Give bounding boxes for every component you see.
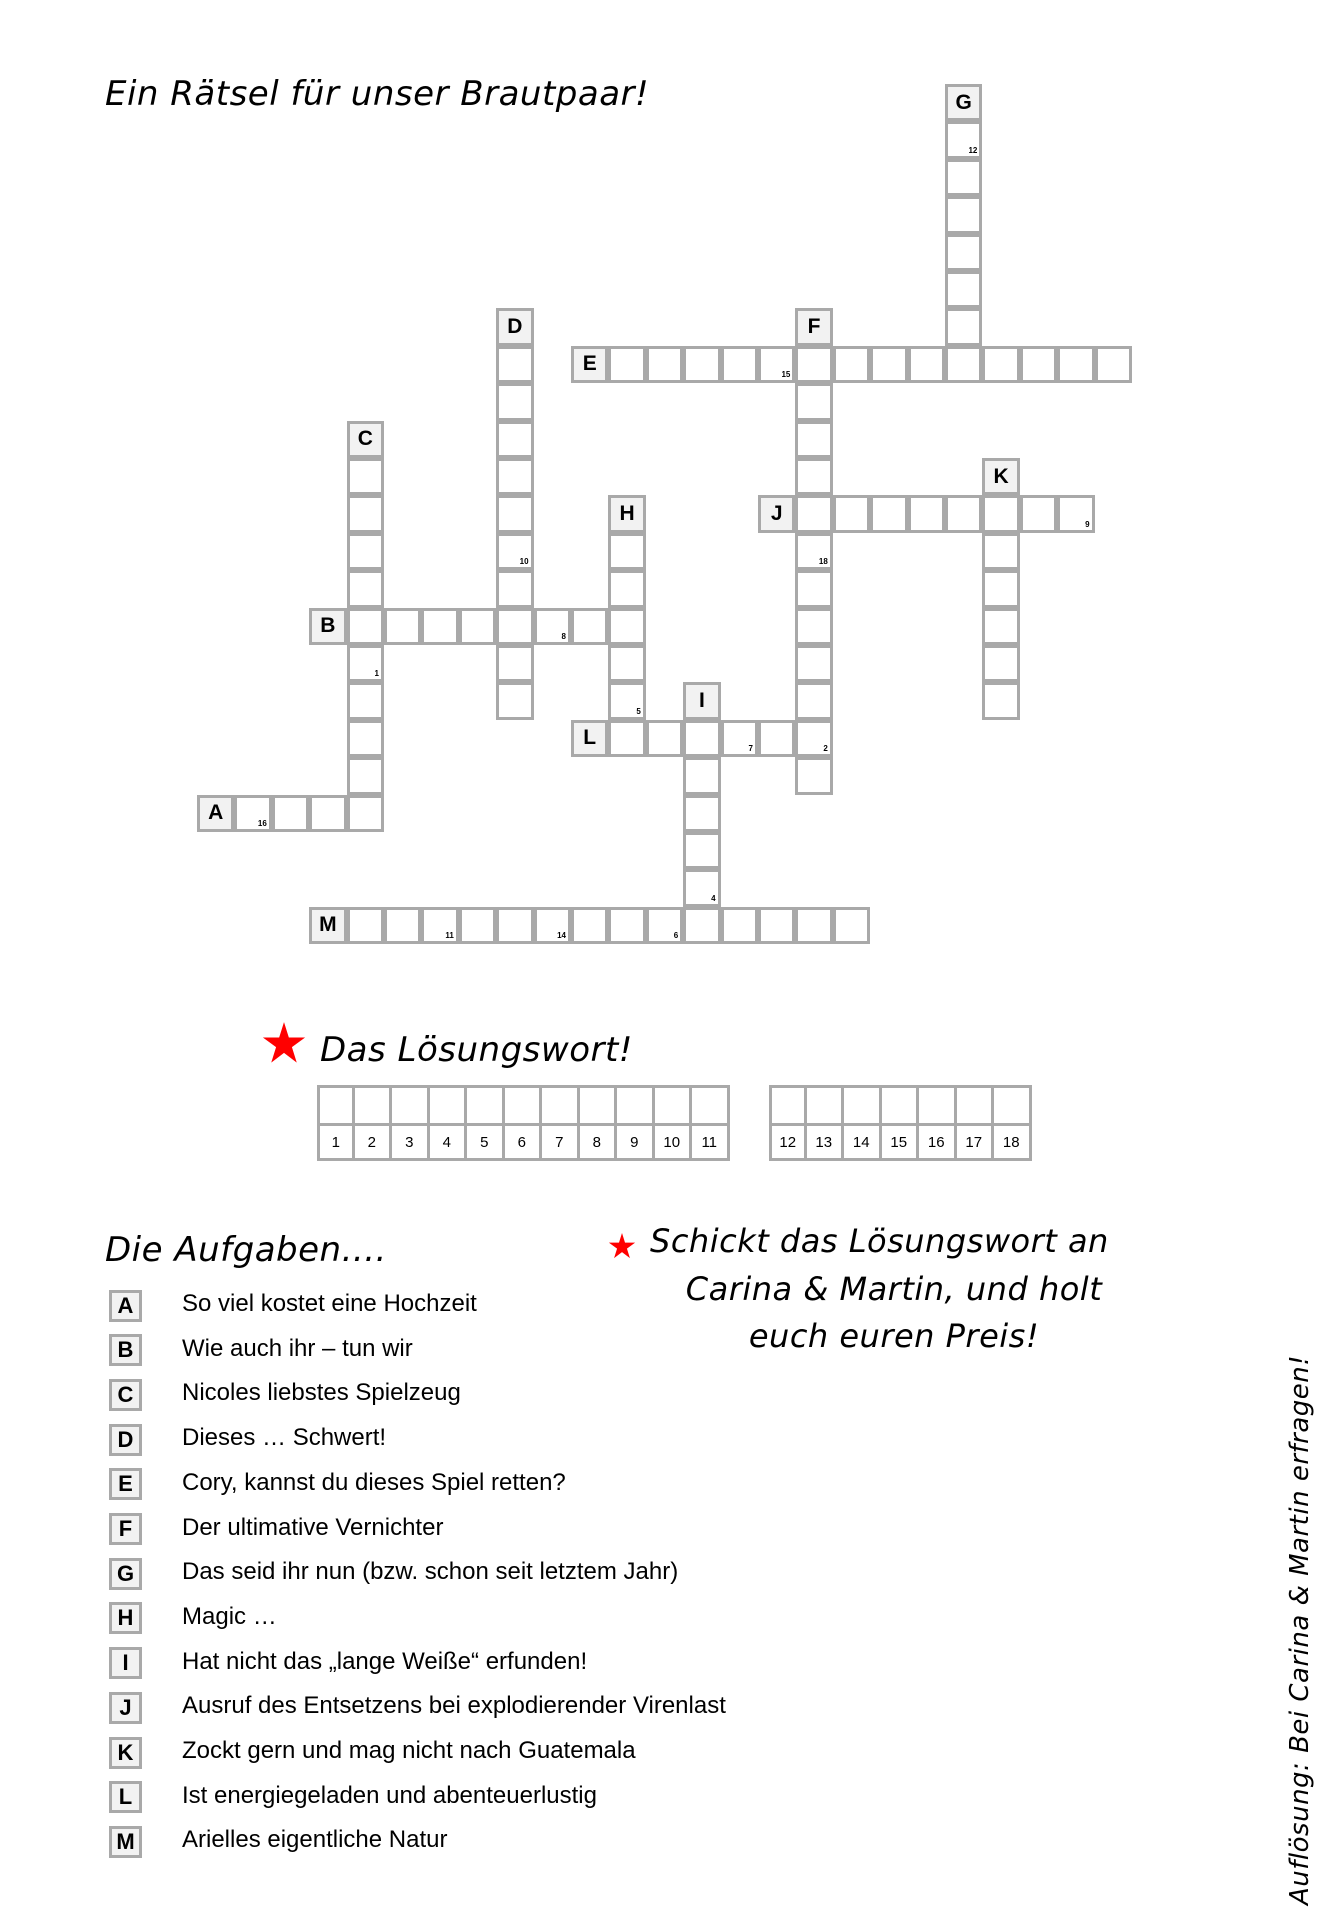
answer-note-rotated: Auflösung: Bei Carina & Martin erfragen! (1285, 1354, 1315, 1905)
clue-letter-badge: C (109, 1379, 142, 1411)
crossword-cell[interactable] (683, 907, 720, 944)
red-star-icon (262, 1022, 306, 1064)
clue-letter-badge: D (109, 1424, 142, 1456)
tasks-title: Die Aufgaben.... (105, 1230, 387, 1270)
solution-index-number: 12 (968, 145, 978, 155)
crossword-cell[interactable] (496, 495, 533, 532)
crossword-cell[interactable] (758, 346, 795, 383)
crossword-cell[interactable] (1020, 495, 1057, 532)
crossword-cell[interactable] (945, 308, 982, 345)
clue-letter-badge: F (109, 1513, 142, 1545)
crossword-label-g: G (945, 84, 982, 121)
crossword-cell[interactable] (234, 795, 271, 832)
crossword-cell[interactable] (608, 570, 645, 607)
solution-letter-box[interactable] (655, 1085, 693, 1123)
clue-letter-badge: B (109, 1334, 142, 1366)
solution-letter-box[interactable] (919, 1085, 957, 1123)
clue-text: Cory, kannst du dieses Spiel retten? (182, 1468, 566, 1496)
crossword-cell[interactable] (1020, 346, 1057, 383)
solution-index-number: 8 (561, 631, 566, 641)
crossword-cell[interactable] (347, 608, 384, 645)
solution-position-number: 10 (655, 1123, 693, 1161)
crossword-cell[interactable] (496, 907, 533, 944)
solution-letter-box[interactable] (580, 1085, 618, 1123)
crossword-cell[interactable] (496, 682, 533, 719)
clue-item (109, 1825, 448, 1858)
crossword-cell[interactable] (608, 533, 645, 570)
solution-letter-box[interactable] (882, 1085, 920, 1123)
crossword-label-j: J (758, 495, 795, 532)
solution-index-number: 5 (636, 706, 641, 716)
solution-letter-slot[interactable] (655, 1085, 693, 1161)
clue-item (109, 1513, 444, 1546)
crossword-cell[interactable] (646, 720, 683, 757)
crossword-cell[interactable] (795, 533, 832, 570)
crossword-label-a: A (197, 795, 234, 832)
crossword-cell[interactable] (608, 907, 645, 944)
solution-position-number: 16 (919, 1123, 957, 1161)
crossword-cell[interactable] (758, 907, 795, 944)
crossword-cell[interactable] (683, 869, 720, 906)
solution-letter-slot[interactable] (769, 1085, 807, 1161)
crossword-cell[interactable] (421, 608, 458, 645)
solution-letter-slot[interactable] (807, 1085, 845, 1161)
solution-position-number: 12 (769, 1123, 807, 1161)
clue-text: Dieses … Schwert! (182, 1424, 387, 1452)
solution-position-number: 6 (505, 1123, 543, 1161)
crossword-cell[interactable] (1057, 495, 1094, 532)
crossword-label-i: I (683, 682, 720, 719)
crossword-cell[interactable] (347, 458, 384, 495)
solution-letter-box[interactable] (844, 1085, 882, 1123)
solution-letter-slot[interactable] (617, 1085, 655, 1161)
clue-item (109, 1647, 588, 1680)
crossword-cell[interactable] (945, 121, 982, 158)
crossword-cell[interactable] (608, 682, 645, 719)
crossword-cell[interactable] (945, 271, 982, 308)
send-note-line: Carina & Martin, und holt (685, 1270, 1103, 1308)
solution-position-number: 14 (844, 1123, 882, 1161)
clue-letter-badge: J (109, 1692, 142, 1724)
solution-letter-slot[interactable] (467, 1085, 505, 1161)
crossword-cell[interactable] (721, 907, 758, 944)
crossword-cell[interactable] (945, 234, 982, 271)
solution-letter-slot[interactable] (844, 1085, 882, 1161)
crossword-cell[interactable] (347, 720, 384, 757)
crossword-cell[interactable] (982, 570, 1019, 607)
solution-index-number: 7 (748, 744, 753, 754)
solution-letter-slot[interactable] (580, 1085, 618, 1161)
crossword-cell[interactable] (683, 795, 720, 832)
crossword-cell[interactable] (795, 458, 832, 495)
crossword-label-f: F (795, 308, 832, 345)
clue-item (109, 1602, 277, 1635)
solution-letter-slot[interactable] (505, 1085, 543, 1161)
crossword-cell[interactable] (982, 608, 1019, 645)
crossword-cell[interactable] (459, 608, 496, 645)
crossword-cell[interactable] (384, 907, 421, 944)
clue-letter-badge: E (109, 1468, 142, 1500)
crossword-cell[interactable] (608, 645, 645, 682)
crossword-cell[interactable] (496, 533, 533, 570)
clue-item (109, 1289, 477, 1322)
crossword-cell[interactable] (459, 907, 496, 944)
crossword-cell[interactable] (683, 832, 720, 869)
crossword-cell[interactable] (347, 795, 384, 832)
clue-text: Magic … (182, 1602, 277, 1630)
crossword-cell[interactable] (982, 346, 1019, 383)
crossword-cell[interactable] (272, 795, 309, 832)
crossword-cell[interactable] (795, 757, 832, 794)
crossword-cell[interactable] (908, 346, 945, 383)
crossword-cell[interactable] (421, 907, 458, 944)
solution-letter-slot[interactable] (355, 1085, 393, 1161)
crossword-cell[interactable] (795, 383, 832, 420)
clue-letter-badge: K (109, 1737, 142, 1769)
crossword-cell[interactable] (795, 421, 832, 458)
crossword-cell[interactable] (347, 907, 384, 944)
clue-text: So viel kostet eine Hochzeit (182, 1290, 477, 1317)
solution-index-number: 2 (823, 744, 828, 754)
clue-text: Ausruf des Entsetzens bei explodierender Virenlast (182, 1692, 726, 1720)
solution-position-number: 15 (882, 1123, 920, 1161)
clue-text: Arielles eigentliche Natur (182, 1826, 448, 1854)
crossword-label-h: H (608, 495, 645, 532)
crossword-cell[interactable] (833, 346, 870, 383)
crossword-label-m: M (309, 907, 346, 944)
crossword-cell[interactable] (646, 907, 683, 944)
crossword-label-e: E (571, 346, 608, 383)
solution-position-number: 2 (355, 1123, 393, 1161)
solution-letter-box[interactable] (807, 1085, 845, 1123)
solution-letter-slot[interactable] (430, 1085, 468, 1161)
crossword-cell[interactable] (347, 495, 384, 532)
crossword-cell[interactable] (982, 495, 1019, 532)
crossword-cell[interactable] (982, 645, 1019, 682)
solution-letter-slot[interactable] (692, 1085, 730, 1161)
crossword-cell[interactable] (384, 608, 421, 645)
solution-position-number: 11 (692, 1123, 730, 1161)
crossword-cell[interactable] (795, 495, 832, 532)
clue-letter-badge: L (109, 1781, 142, 1813)
solution-position-number: 3 (392, 1123, 430, 1161)
solution-letter-slot[interactable] (392, 1085, 430, 1161)
solution-position-number: 18 (994, 1123, 1032, 1161)
clue-item (109, 1736, 636, 1769)
crossword-cell[interactable] (721, 346, 758, 383)
solution-index-number: 1 (374, 669, 379, 679)
page-title: Ein Rätsel für unser Brautpaar! (105, 74, 650, 114)
solution-letter-slot[interactable] (919, 1085, 957, 1161)
crossword-cell[interactable] (496, 570, 533, 607)
solution-index-number: 11 (445, 931, 454, 941)
crossword-label-b: B (309, 608, 346, 645)
crossword-cell[interactable] (795, 720, 832, 757)
red-star-icon (608, 1233, 636, 1259)
crossword-cell[interactable] (646, 346, 683, 383)
crossword-cell[interactable] (496, 421, 533, 458)
crossword-cell[interactable] (945, 196, 982, 233)
send-note-line: Schickt das Lösungswort an (650, 1222, 1109, 1260)
solution-letter-box[interactable] (430, 1085, 468, 1123)
clue-text: Der ultimative Vernichter (182, 1513, 444, 1541)
solution-position-number: 1 (317, 1123, 355, 1161)
solution-letter-box[interactable] (392, 1085, 430, 1123)
crossword-label-l: L (571, 720, 608, 757)
solution-position-number: 17 (957, 1123, 995, 1161)
crossword-cell[interactable] (795, 570, 832, 607)
crossword-cell[interactable] (795, 346, 832, 383)
solution-letter-slot[interactable] (882, 1085, 920, 1161)
solution-position-number: 9 (617, 1123, 655, 1161)
crossword-cell[interactable] (1057, 346, 1094, 383)
crossword-cell[interactable] (347, 570, 384, 607)
crossword-cell[interactable] (534, 907, 571, 944)
crossword-cell[interactable] (982, 682, 1019, 719)
crossword-cell[interactable] (795, 645, 832, 682)
solution-letter-slot[interactable] (957, 1085, 995, 1161)
solution-position-number: 4 (430, 1123, 468, 1161)
solution-letter-box[interactable] (317, 1085, 355, 1123)
clue-letter-badge: G (109, 1558, 142, 1590)
solution-position-number: 8 (580, 1123, 618, 1161)
crossword-cell[interactable] (1095, 346, 1132, 383)
clue-text: Ist energiegeladen und abenteuerlustig (182, 1781, 597, 1809)
solution-boxes-group-1 (317, 1085, 730, 1161)
solution-letter-box[interactable] (505, 1085, 543, 1123)
crossword-cell[interactable] (870, 346, 907, 383)
solution-boxes-group-2 (769, 1085, 1032, 1161)
solution-letter-box[interactable] (769, 1085, 807, 1123)
clue-item (109, 1781, 597, 1814)
crossword-cell[interactable] (608, 720, 645, 757)
crossword-cell[interactable] (347, 682, 384, 719)
crossword-cell[interactable] (347, 645, 384, 682)
solution-index-number: 14 (557, 931, 566, 941)
crossword-cell[interactable] (945, 159, 982, 196)
clue-text: Das seid ihr nun (bzw. schon seit letztem Jahr) (182, 1558, 679, 1586)
crossword-cell[interactable] (758, 720, 795, 757)
solution-position-number: 13 (807, 1123, 845, 1161)
crossword-label-k: K (982, 458, 1019, 495)
clue-text: Hat nicht das „lange Weiße“ erfunden! (182, 1647, 588, 1675)
crossword-label-d: D (496, 308, 533, 345)
crossword-cell[interactable] (347, 757, 384, 794)
clue-letter-badge: M (109, 1826, 142, 1858)
crossword-cell[interactable] (496, 383, 533, 420)
solution-index-number: 4 (711, 893, 716, 903)
solution-letter-slot[interactable] (994, 1085, 1032, 1161)
clue-item (109, 1378, 461, 1411)
crossword-cell[interactable] (608, 608, 645, 645)
crossword-cell[interactable] (309, 795, 346, 832)
send-note-line: euch euren Preis! (748, 1317, 1040, 1355)
clue-letter-badge: I (109, 1647, 142, 1679)
solution-position-number: 7 (542, 1123, 580, 1161)
solution-letter-slot[interactable] (317, 1085, 355, 1161)
crossword-cell[interactable] (496, 608, 533, 645)
crossword-cell[interactable] (945, 495, 982, 532)
crossword-cell[interactable] (683, 720, 720, 757)
solution-letter-box[interactable] (467, 1085, 505, 1123)
clue-text: Nicoles liebstes Spielzeug (182, 1379, 461, 1407)
clue-item (109, 1468, 566, 1501)
crossword-cell[interactable] (833, 495, 870, 532)
crossword-cell[interactable] (496, 346, 533, 383)
crossword-cell[interactable] (496, 645, 533, 682)
solution-index-number: 18 (818, 557, 828, 567)
solution-index-number: 9 (1085, 519, 1090, 529)
solution-letter-box[interactable] (957, 1085, 995, 1123)
solution-letter-box[interactable] (692, 1085, 730, 1123)
crossword-cell[interactable] (833, 907, 870, 944)
solution-index-number: 10 (519, 557, 529, 567)
clue-item (109, 1691, 726, 1724)
crossword-cell[interactable] (795, 907, 832, 944)
crossword-cell[interactable] (982, 533, 1019, 570)
crossword-cell[interactable] (534, 608, 571, 645)
clue-text: Zockt gern und mag nicht nach Guatemala (182, 1737, 636, 1764)
solution-letter-box[interactable] (542, 1085, 580, 1123)
crossword-cell[interactable] (795, 608, 832, 645)
crossword-label-c: C (347, 421, 384, 458)
crossword-cell[interactable] (721, 720, 758, 757)
solution-index-number: 6 (673, 931, 679, 941)
solution-letter-slot[interactable] (542, 1085, 580, 1161)
crossword-cell[interactable] (571, 907, 608, 944)
crossword-cell[interactable] (683, 757, 720, 794)
solution-index-number: 16 (257, 818, 267, 828)
crossword-cell[interactable] (683, 346, 720, 383)
clue-item (109, 1557, 679, 1590)
solution-position-number: 5 (467, 1123, 505, 1161)
clue-item (109, 1423, 387, 1456)
solution-index-number: 15 (781, 370, 791, 380)
clue-letter-badge: A (109, 1290, 142, 1322)
solution-letter-box[interactable] (355, 1085, 393, 1123)
crossword-cell[interactable] (945, 346, 982, 383)
crossword-cell[interactable] (908, 495, 945, 532)
crossword-cell[interactable] (571, 608, 608, 645)
solution-title: Das Lösungswort! (320, 1030, 633, 1070)
solution-letter-box[interactable] (994, 1085, 1032, 1123)
crossword-cell[interactable] (870, 495, 907, 532)
crossword-cell[interactable] (347, 533, 384, 570)
clue-text: Wie auch ihr – tun wir (182, 1334, 413, 1362)
crossword-cell[interactable] (795, 682, 832, 719)
solution-letter-box[interactable] (617, 1085, 655, 1123)
crossword-cell[interactable] (496, 458, 533, 495)
clue-letter-badge: H (109, 1602, 142, 1634)
crossword-cell[interactable] (608, 346, 645, 383)
clue-item (109, 1334, 413, 1367)
